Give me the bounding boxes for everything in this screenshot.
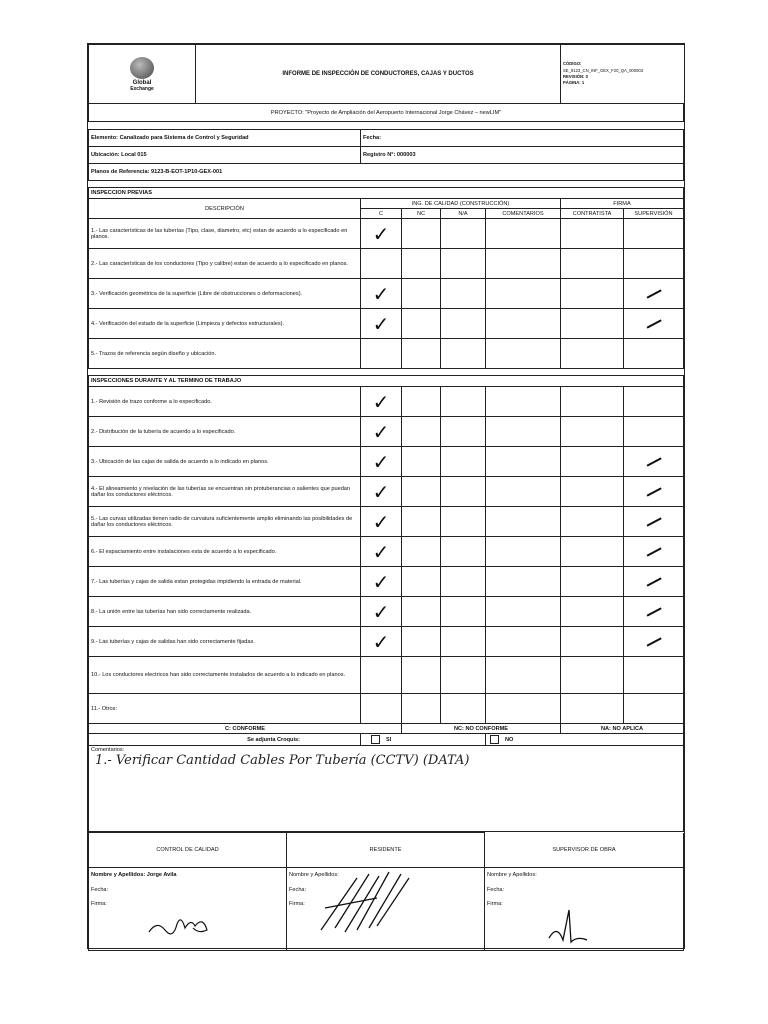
table-row [89, 597, 684, 627]
row-description: 1.- Revisión de trazo conforme a lo especificado. [89, 387, 361, 417]
cell-supervision[interactable] [624, 219, 684, 249]
legend-no-conforme: NC: NO CONFORME [402, 724, 561, 734]
col-na: N/A [441, 209, 486, 219]
supervision-mark-icon [646, 517, 661, 526]
cell-contratista[interactable] [561, 477, 624, 507]
cell-comentarios[interactable] [486, 339, 561, 369]
table-row [89, 627, 684, 657]
cell-c[interactable] [361, 627, 402, 657]
cell-contratista[interactable] [561, 567, 624, 597]
cell-comentarios[interactable] [486, 694, 561, 724]
table-row [89, 339, 684, 369]
row-description: 3.- Verificación geométrica de la superficie (Libre de obstrucciones o deformaciones). [89, 279, 361, 309]
checkmark-icon: ✓ [372, 629, 390, 654]
row-description: 2.- Distribución de la tubería de acuerdo a lo especificado. [89, 417, 361, 447]
checkmark-icon: ✓ [372, 311, 390, 336]
cell-c[interactable] [361, 279, 402, 309]
signature-table [88, 832, 684, 951]
checkmark-icon: ✓ [372, 479, 390, 504]
col-comentarios: COMENTARIOS [486, 209, 561, 219]
cell-supervision[interactable] [624, 477, 684, 507]
codigo-value: SE_9123_CN_INF_GEX_F20_QA_000003 [563, 67, 644, 73]
cell-nc[interactable] [402, 387, 441, 417]
comentarios-label: Comentarios: [91, 747, 125, 753]
cell-nc[interactable] [402, 477, 441, 507]
codigo-label: CÓDIGO: [563, 61, 582, 67]
signature-control [147, 910, 217, 938]
cell-contratista[interactable] [561, 657, 624, 694]
checkmark-icon: ✓ [372, 281, 390, 306]
cell-nc[interactable] [402, 249, 441, 279]
cell-supervision[interactable] [624, 309, 684, 339]
table-row [89, 477, 684, 507]
checkmark-icon: ✓ [372, 509, 390, 534]
row-description: 2.- Las características de los conductores (Tipo y calibre) estan de acuerdo a lo especificado en planos. [89, 249, 361, 279]
cell-na[interactable] [441, 387, 486, 417]
cell-contratista[interactable] [561, 309, 624, 339]
checkmark-icon: ✓ [372, 569, 390, 594]
table-row [89, 657, 684, 694]
fecha-field: Fecha: [361, 130, 684, 147]
cell-comentarios[interactable] [486, 279, 561, 309]
checkmark-icon: ✓ [372, 221, 390, 246]
col-contratista: CONTRATISTA [561, 209, 624, 219]
table-row [89, 537, 684, 567]
checkmark-icon: ✓ [372, 599, 390, 624]
cell-nc[interactable] [402, 507, 441, 537]
residente-heading: RESIDENTE [287, 833, 485, 868]
cell-nc[interactable] [402, 417, 441, 447]
cell-comentarios[interactable] [486, 567, 561, 597]
cell-c[interactable] [361, 417, 402, 447]
row-description: 8.- La unión entre las tuberías han sido correctamente realizada. [89, 597, 361, 627]
cell-supervision[interactable] [624, 694, 684, 724]
row-description: 11.- Otros: [89, 694, 361, 724]
cell-comentarios[interactable] [486, 537, 561, 567]
cell-supervision[interactable] [624, 657, 684, 694]
table-row [89, 387, 684, 417]
cell-na[interactable] [441, 447, 486, 477]
cell-na[interactable] [441, 309, 486, 339]
cell-supervision[interactable] [624, 537, 684, 567]
cell-na[interactable] [441, 627, 486, 657]
cell-c[interactable] [361, 339, 402, 369]
checkmark-icon: ✓ [372, 389, 390, 414]
cell-c[interactable] [361, 657, 402, 694]
globe-logo-icon [130, 57, 154, 79]
control-calidad-heading: CONTROL DE CALIDAD [89, 833, 287, 868]
cell-supervision[interactable] [624, 417, 684, 447]
cell-c[interactable] [361, 249, 402, 279]
col-supervision: SUPERVISIÓN [624, 209, 684, 219]
cell-c[interactable] [361, 219, 402, 249]
supervision-mark-icon [646, 319, 661, 328]
cell-comentarios[interactable] [486, 477, 561, 507]
cell-nc[interactable] [402, 694, 441, 724]
table-row [89, 279, 684, 309]
col-c: C [361, 209, 402, 219]
cell-na[interactable] [441, 567, 486, 597]
inspection-form [87, 43, 685, 949]
project-title: PROYECTO: "Proyecto de Ampliación del Aeropuerto Internacional Jorge Chávez – newLIM" [89, 104, 684, 122]
signature-residente [317, 868, 427, 938]
cell-comentarios[interactable] [486, 309, 561, 339]
supervision-mark-icon [646, 607, 661, 616]
logo-line2: Exchange [130, 85, 154, 92]
row-description: 7.- Las tuberías y cajas de salida estan protegidas impidiendo la entrada de material. [89, 567, 361, 597]
supervision-mark-icon [646, 457, 661, 466]
col-nc: NC [402, 209, 441, 219]
cell-na[interactable] [441, 507, 486, 537]
croquis-si-label: SI [386, 736, 392, 743]
cell-na[interactable] [441, 657, 486, 694]
cell-supervision[interactable] [624, 567, 684, 597]
logo-cell [89, 45, 196, 104]
cell-supervision[interactable] [624, 387, 684, 417]
cell-nc[interactable] [402, 537, 441, 567]
firma-control: Firma: [91, 901, 107, 908]
table-row [89, 507, 684, 537]
cell-c[interactable] [361, 597, 402, 627]
revision: REVISIÓN: 0 [563, 74, 588, 79]
inspection-table [88, 187, 684, 832]
row-description: 6.- El espaciamiento entre instalaciones esta de acuerdo a lo especificado. [89, 537, 361, 567]
table-row [89, 447, 684, 477]
cell-supervision[interactable] [624, 447, 684, 477]
cell-na[interactable] [441, 694, 486, 724]
cell-contratista[interactable] [561, 447, 624, 477]
cell-contratista[interactable] [561, 219, 624, 249]
table-row [89, 417, 684, 447]
legend-no-aplica: NA: NO APLICA [561, 724, 684, 734]
cell-contratista[interactable] [561, 597, 624, 627]
cell-comentarios[interactable] [486, 387, 561, 417]
checkmark-icon: ✓ [372, 449, 390, 474]
cell-supervision[interactable] [624, 249, 684, 279]
cell-na[interactable] [441, 537, 486, 567]
cell-c[interactable] [361, 567, 402, 597]
cell-comentarios[interactable] [486, 249, 561, 279]
cell-supervision[interactable] [624, 507, 684, 537]
checkmark-icon: ✓ [372, 419, 390, 444]
row-description: 10.- Los conductores electricos han sido correctamente instalados de acuerdo a lo indicado en planos. [89, 657, 361, 694]
cell-supervision[interactable] [624, 339, 684, 369]
row-description: 4.- El alineamiento y nivelación de las tuberías se encuentran sin protuberancias o salientes que puedan dañar los conductores eléctricos. [89, 477, 361, 507]
cell-contratista[interactable] [561, 694, 624, 724]
col-firma: FIRMA [561, 199, 684, 209]
cell-supervision[interactable] [624, 627, 684, 657]
cell-nc[interactable] [402, 597, 441, 627]
cell-na[interactable] [441, 279, 486, 309]
row-description: 3.- Ubicación de las cajas de salida de acuerdo a lo indicado en planos. [89, 447, 361, 477]
signature-supervisor [543, 906, 593, 948]
cell-nc[interactable] [402, 339, 441, 369]
planos-field: Planos de Referencia: 9123-B-EOT-1P10-GEX-001 [89, 164, 684, 181]
table-row [89, 249, 684, 279]
croquis-no-checkbox[interactable] [490, 735, 499, 744]
cell-nc[interactable] [402, 627, 441, 657]
nombre-control: Nombre y Apellidos: Jorge Avila [91, 872, 177, 878]
croquis-label: Se adjunta Croquis: [89, 734, 361, 746]
form-header [88, 44, 685, 104]
cell-contratista[interactable] [561, 339, 624, 369]
cell-supervision[interactable] [624, 597, 684, 627]
nombre-residente: Nombre y Apellidos: [289, 872, 339, 878]
firma-residente: Firma: [289, 901, 305, 908]
cell-comentarios[interactable] [486, 447, 561, 477]
cell-c[interactable] [361, 694, 402, 724]
cell-nc[interactable] [402, 219, 441, 249]
cell-na[interactable] [441, 477, 486, 507]
legend-conforme: C: CONFORME [89, 724, 402, 734]
firma-supervisor: Firma: [487, 901, 503, 908]
croquis-si-checkbox[interactable] [371, 735, 380, 744]
fecha-residente: Fecha: [289, 886, 307, 893]
project-row [88, 104, 684, 122]
cell-contratista[interactable] [561, 627, 624, 657]
cell-c[interactable] [361, 447, 402, 477]
row-description: 9.- Las tuberías y cajas de salidas han sido correctamente fijadas. [89, 627, 361, 657]
table-row [89, 567, 684, 597]
supervision-mark-icon [646, 289, 661, 298]
cell-na[interactable] [441, 597, 486, 627]
comentarios-text: 1.- Verificar Cantidad Cables Por Tubería (CCTV) (DATA) [95, 753, 470, 768]
cell-nc[interactable] [402, 447, 441, 477]
table-row [89, 309, 684, 339]
table-row [89, 694, 684, 724]
cell-c[interactable] [361, 507, 402, 537]
cell-comentarios[interactable] [486, 657, 561, 694]
row-description: 5.- Trazos de referencia según diseño y ubicación. [89, 339, 361, 369]
supervisor-heading: SUPERVISOR DE OBRA [485, 833, 684, 868]
cell-comentarios[interactable] [486, 219, 561, 249]
info-table [88, 129, 684, 181]
section1-title: INSPECCION PREVIAS [89, 188, 684, 199]
cell-nc[interactable] [402, 279, 441, 309]
cell-supervision[interactable] [624, 279, 684, 309]
cell-contratista[interactable] [561, 249, 624, 279]
section2-title: INSPECCIONES DURANTE Y AL TERMINO DE TRABAJO [89, 376, 684, 387]
cell-na[interactable] [441, 219, 486, 249]
checkmark-icon: ✓ [372, 539, 390, 564]
registro-field: Registro N°: 000003 [361, 147, 684, 164]
nombre-supervisor: Nombre y Apellidos: [487, 872, 537, 878]
croquis-no-label: NO [505, 736, 514, 743]
cell-c[interactable] [361, 387, 402, 417]
row-description: 1.- Las características de las tuberías (Tipo, clase, diametro, etc) estan de acuerdo a lo especificado en planos. [89, 219, 361, 249]
row-description: 4.- Verificación del estado de la superficie (Limpieza y defectos estructurales). [89, 309, 361, 339]
cell-comentarios[interactable] [486, 417, 561, 447]
ubicacion-field: Ubicación: Local 015 [89, 147, 361, 164]
cell-contratista[interactable] [561, 417, 624, 447]
supervision-mark-icon [646, 547, 661, 556]
cell-contratista[interactable] [561, 537, 624, 567]
elemento-field: Elemento: Canalizado para Sistema de Control y Seguridad [89, 130, 361, 147]
col-descripcion: DESCRIPCIÓN [89, 199, 361, 219]
fecha-supervisor: Fecha: [487, 886, 505, 893]
supervision-mark-icon [646, 577, 661, 586]
cell-nc[interactable] [402, 309, 441, 339]
col-ing-calidad: ING. DE CALIDAD (CONSTRUCCIÓN) [361, 199, 561, 209]
cell-contratista[interactable] [561, 279, 624, 309]
cell-comentarios[interactable] [486, 507, 561, 537]
cell-c[interactable] [361, 537, 402, 567]
cell-na[interactable] [441, 339, 486, 369]
table-row [89, 219, 684, 249]
cell-nc[interactable] [402, 567, 441, 597]
cell-na[interactable] [441, 417, 486, 447]
cell-c[interactable] [361, 477, 402, 507]
supervision-mark-icon [646, 487, 661, 496]
cell-comentarios[interactable] [486, 597, 561, 627]
cell-c[interactable] [361, 309, 402, 339]
cell-nc[interactable] [402, 657, 441, 694]
cell-na[interactable] [441, 249, 486, 279]
pagina: PÁGINA: 1 [563, 80, 585, 86]
fecha-control: Fecha: [91, 886, 109, 893]
logo-line1: Global [132, 79, 152, 86]
cell-contratista[interactable] [561, 507, 624, 537]
cell-comentarios[interactable] [486, 627, 561, 657]
row-description: 5.- Las curvas utilizadas tienen radio de curvatura suficientemente amplio eliminando las posibilidades de dañar los conductores eléctricos. [89, 507, 361, 537]
cell-contratista[interactable] [561, 387, 624, 417]
form-title: INFORME DE INSPECCIÓN DE CONDUCTORES, CAJAS Y DUCTOS [196, 45, 561, 104]
supervision-mark-icon [646, 637, 661, 646]
